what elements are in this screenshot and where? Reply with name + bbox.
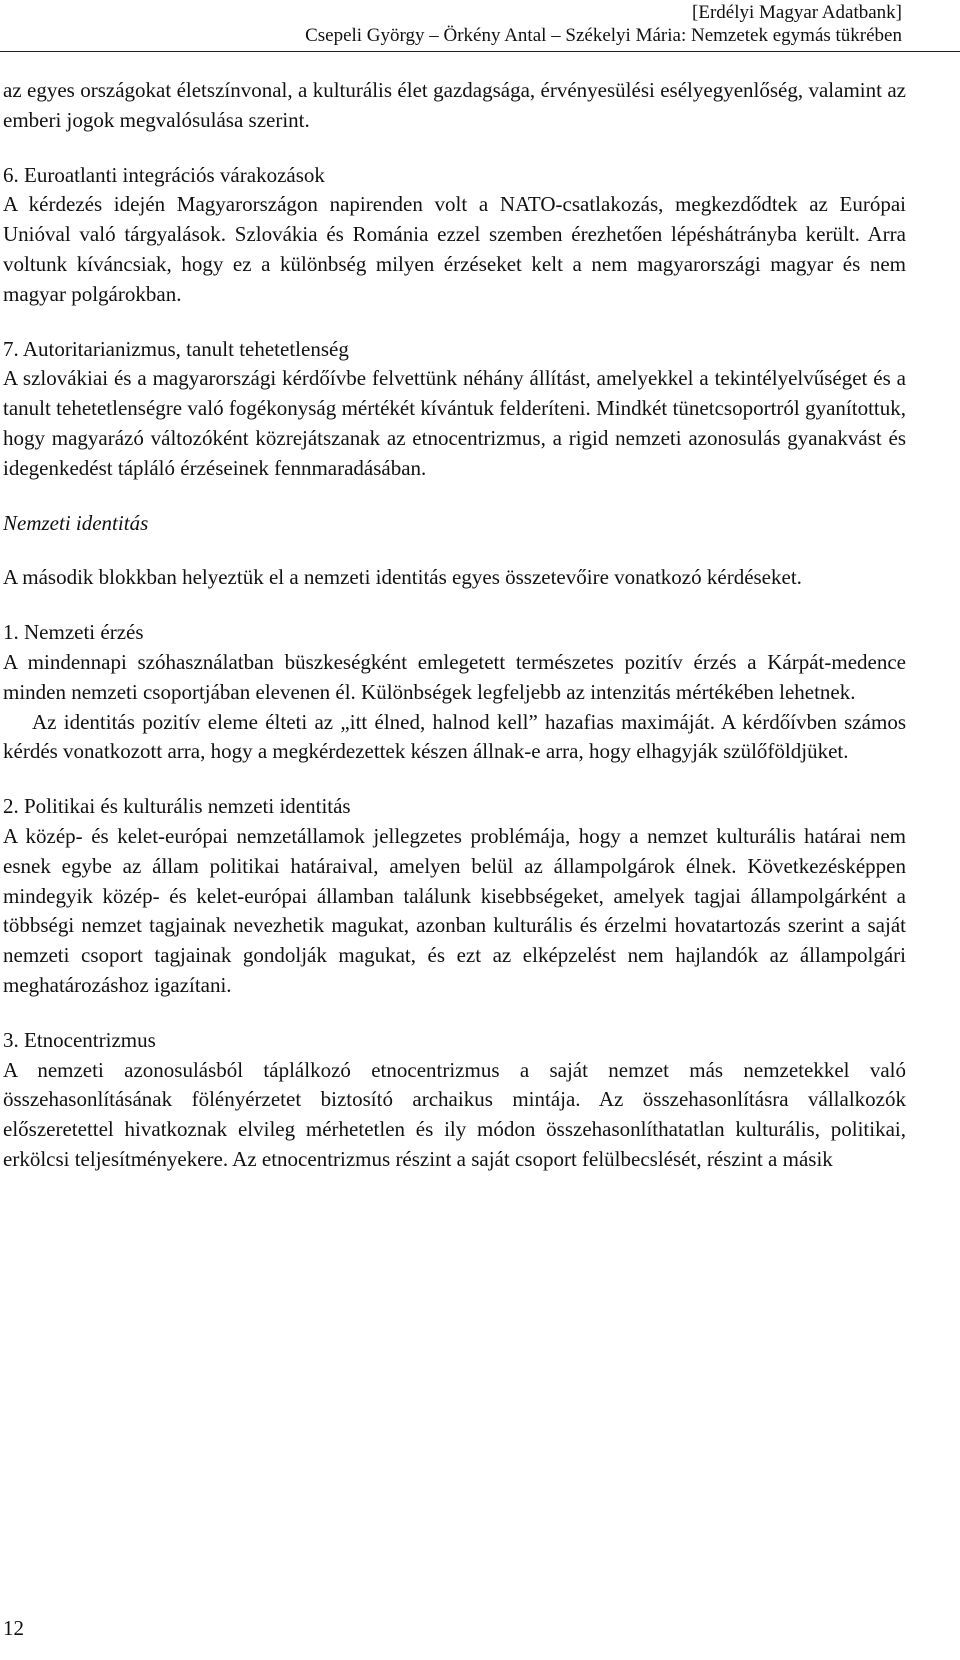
intro-paragraph: az egyes országokat életszínvonal, a kulturális élet gazdagsága, érvényesülési esélyegyenlőség, valamint az emberi jogok megvalósulása szerint. [3, 78, 906, 132]
header-divider [0, 51, 960, 52]
intro-paragraph-block [3, 76, 906, 136]
section-7-paragraph: A szlovákiai és a magyarországi kérdőívbe felvettünk néhány állítást, amelyekkel a tekintélyelvűséget és a tanult tehetetlenségre való fogékonyság mértékét kívántuk felderíteni. Mindkét tünetcsoportról gyanítottuk, hogy magyarázó változóként közrejátszanak az etnocentrizmus, a rigid nemzeti azonosulás gyanakvást és idegenkedést tápláló érzéseinek fennmaradásában. [3, 366, 906, 480]
section-intro-paragraph: A második blokkban helyeztük el a nemzeti identitás egyes összetevőire vonatkozó kérdéseket. [3, 565, 802, 590]
section-6 [3, 161, 906, 310]
subsection-2-heading: 2. Politikai és kulturális nemzeti identitás [3, 794, 351, 819]
page-number: 12 [3, 1616, 24, 1640]
subsection-1-heading: 1. Nemzeti érzés [3, 620, 144, 645]
subsection-2-paragraph: A közép- és kelet-európai nemzetállamok jellegzetes problémája, hogy a nemzet kulturális határai nem esnek egybe az állam politikai határaival, amelyen belül az állampolgárok élnek. Következésképpen mindegyik közép- és kelet-európai államban találunk kisebbségeket, amelyek tagjai állampolgárként a többségi nemzet tagjainak nevezhetik magukat, azonban kulturális és érzelmi hovatartozás szerint a saját nemzeti csoport tagjainak gondolják magukat, és ezt az elképzelést nem hajlandók az állampolgári meghatározáshoz igazítani. [3, 823, 906, 997]
page-body [3, 76, 906, 1200]
header-source: [Erdélyi Magyar Adatbank] [692, 2, 902, 23]
running-header [0, 0, 960, 52]
subsection-1-paragraph-1: A mindennapi szóhasználatban büszkeségként emlegetett természetes pozitív érzés a Kárpát-medence minden nemzeti csoportjában elevenen él. Különbségek legfeljebb az intenzitás mértékében lehetnek. [3, 649, 906, 704]
subsection-1 [3, 618, 906, 767]
subsection-3 [3, 1026, 906, 1175]
subsection-1-paragraph-2: Az identitás pozitív eleme élteti az „itt élned, halnod kell” hazafias maximáját. A kérdőívben számos kérdés vonatkozott arra, hogy a megkérdezettek készen állnak-e arra, hogy elhagyják szülőföldjüket. [3, 709, 906, 764]
subsection-3-heading: 3. Etnocentrizmus [3, 1027, 156, 1052]
section-title-national-identity: Nemzeti identitás [3, 510, 149, 535]
section-7 [3, 335, 906, 484]
section-6-heading: 6. Euroatlanti integrációs várakozások [3, 162, 325, 187]
subsection-3-paragraph: A nemzeti azonosulásból táplálkozó etnocentrizmus a saját nemzet más nemzetekkel való összehasonlításának fölényérzetet biztosító archaikus mintája. Az összehasonlításra vállalkozók előszeretettel hivatkoznak elvileg mérhetetlen és ily módon összehasonlíthatatlan kulturális, politikai, erkölcsi teljesítményekere. Az etnocentrizmus részint a saját csoport felülbecslését, részint a másik [3, 1057, 906, 1171]
section-6-paragraph: A kérdezés idején Magyarországon napirenden volt a NATO-csatlakozás, megkezdődtek az Európai Unióval való tárgyalások. Szlovákia és Románia ezzel szemben érezhetően lépéshátrányba került. Arra voltunk kíváncsiak, hogy ez a különbség milyen érzéseket kelt a nem magyarországi magyar és nem magyar polgárokban. [3, 192, 906, 306]
section-intro-block [3, 563, 906, 593]
header-title: Csepeli György – Örkény Antal – Székelyi Mária: Nemzetek egymás tükrében [305, 25, 902, 46]
subsection-2 [3, 792, 906, 1001]
section-7-heading: 7. Autoritarianizmus, tanult tehetetlenség [3, 336, 349, 361]
